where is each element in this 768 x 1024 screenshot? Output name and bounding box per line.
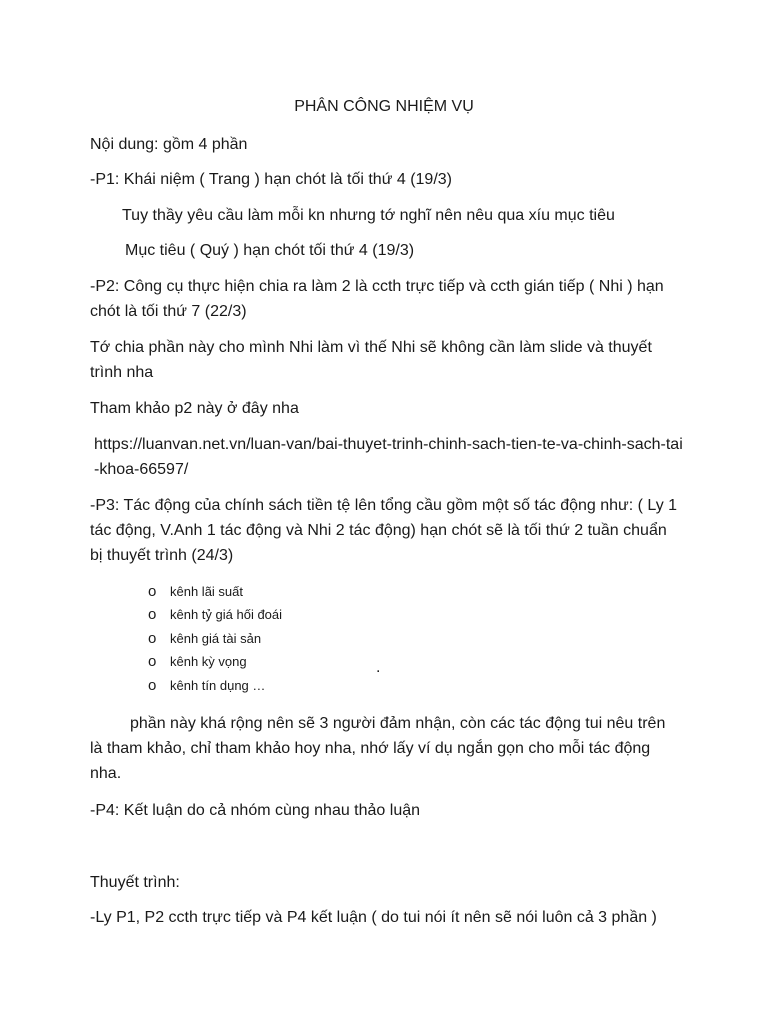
bullet-marker: o bbox=[148, 606, 157, 624]
p1-heading: -P1: Khái niệm ( Trang ) hạn chót là tối thứ 4 (19/3) bbox=[90, 171, 452, 188]
bullet-marker: o bbox=[148, 582, 157, 600]
p4-heading: -P4: Kết luận do cả nhóm cùng nhau thảo luận bbox=[90, 802, 421, 819]
stray-dot: . bbox=[376, 659, 381, 676]
bullet-marker: o bbox=[148, 629, 157, 647]
list-item bbox=[148, 674, 282, 698]
list-item bbox=[148, 580, 282, 604]
list-item bbox=[148, 627, 282, 651]
p2-reference-label: Tham khảo p2 này ở đây nha bbox=[90, 400, 299, 417]
bullet-text: kênh tỷ giá hối đoái bbox=[170, 607, 283, 623]
p1-goal: Mục tiêu ( Quý ) hạn chót tối thứ 4 (19/3) bbox=[125, 242, 415, 259]
content-intro: Nội dung: gồm 4 phần bbox=[90, 136, 248, 153]
p2-heading: -P2: Công cụ thực hiện chia ra làm 2 là ccth trực tiếp và ccth gián tiếp ( Nhi ) hạn chót là tối thứ 7 (22/3) bbox=[90, 278, 664, 320]
list-item bbox=[148, 651, 282, 675]
bullet-text: kênh lãi suất bbox=[170, 583, 243, 599]
page-title: PHÂN CÔNG NHIỆM VỤ bbox=[294, 98, 474, 115]
p2-note: Tớ chia phần này cho mình Nhi làm vì thế Nhi sẽ không cần làm slide và thuyết trình nha bbox=[90, 339, 652, 381]
bullet-text: kênh tín dụng … bbox=[170, 677, 266, 693]
p3-note: phần này khá rộng nên sẽ 3 người đảm nhận, còn các tác động tui nêu trên là tham khảo, chỉ tham khảo hoy nha, nhớ lấy ví dụ ngắn gọn cho mỗi tác động nha. bbox=[90, 715, 666, 782]
p3-bullet-list bbox=[148, 580, 282, 698]
bullet-text: kênh kỳ vọng bbox=[170, 654, 247, 670]
p1-note: Tuy thầy yêu cầu làm mỗi kn nhưng tớ nghĩ nên nêu qua xíu mục tiêu bbox=[122, 207, 615, 224]
list-item bbox=[148, 604, 282, 628]
bullet-marker: o bbox=[148, 676, 157, 694]
presentation-line: -Ly P1, P2 ccth trực tiếp và P4 kết luận ( do tui nói ít nên sẽ nói luôn cả 3 phần ) bbox=[90, 909, 657, 926]
p3-heading: -P3: Tác động của chính sách tiền tệ lên tổng cầu gồm một số tác động như: ( Ly 1 tác động, V.Anh 1 tác động và Nhi 2 tác động) hạn chót sẽ là tối thứ 2 tuần chuẩn bị thuyết trình (24/3) bbox=[90, 497, 678, 564]
p2-reference-url: https://luanvan.net.vn/luan-van/bai-thuyet-trinh-chinh-sach-tien-te-va-chinh-sach-tai-khoa-66597/ bbox=[94, 436, 683, 478]
presentation-label: Thuyết trình: bbox=[90, 874, 180, 891]
bullet-text: kênh giá tài sản bbox=[170, 630, 262, 646]
bullet-marker: o bbox=[148, 653, 157, 671]
